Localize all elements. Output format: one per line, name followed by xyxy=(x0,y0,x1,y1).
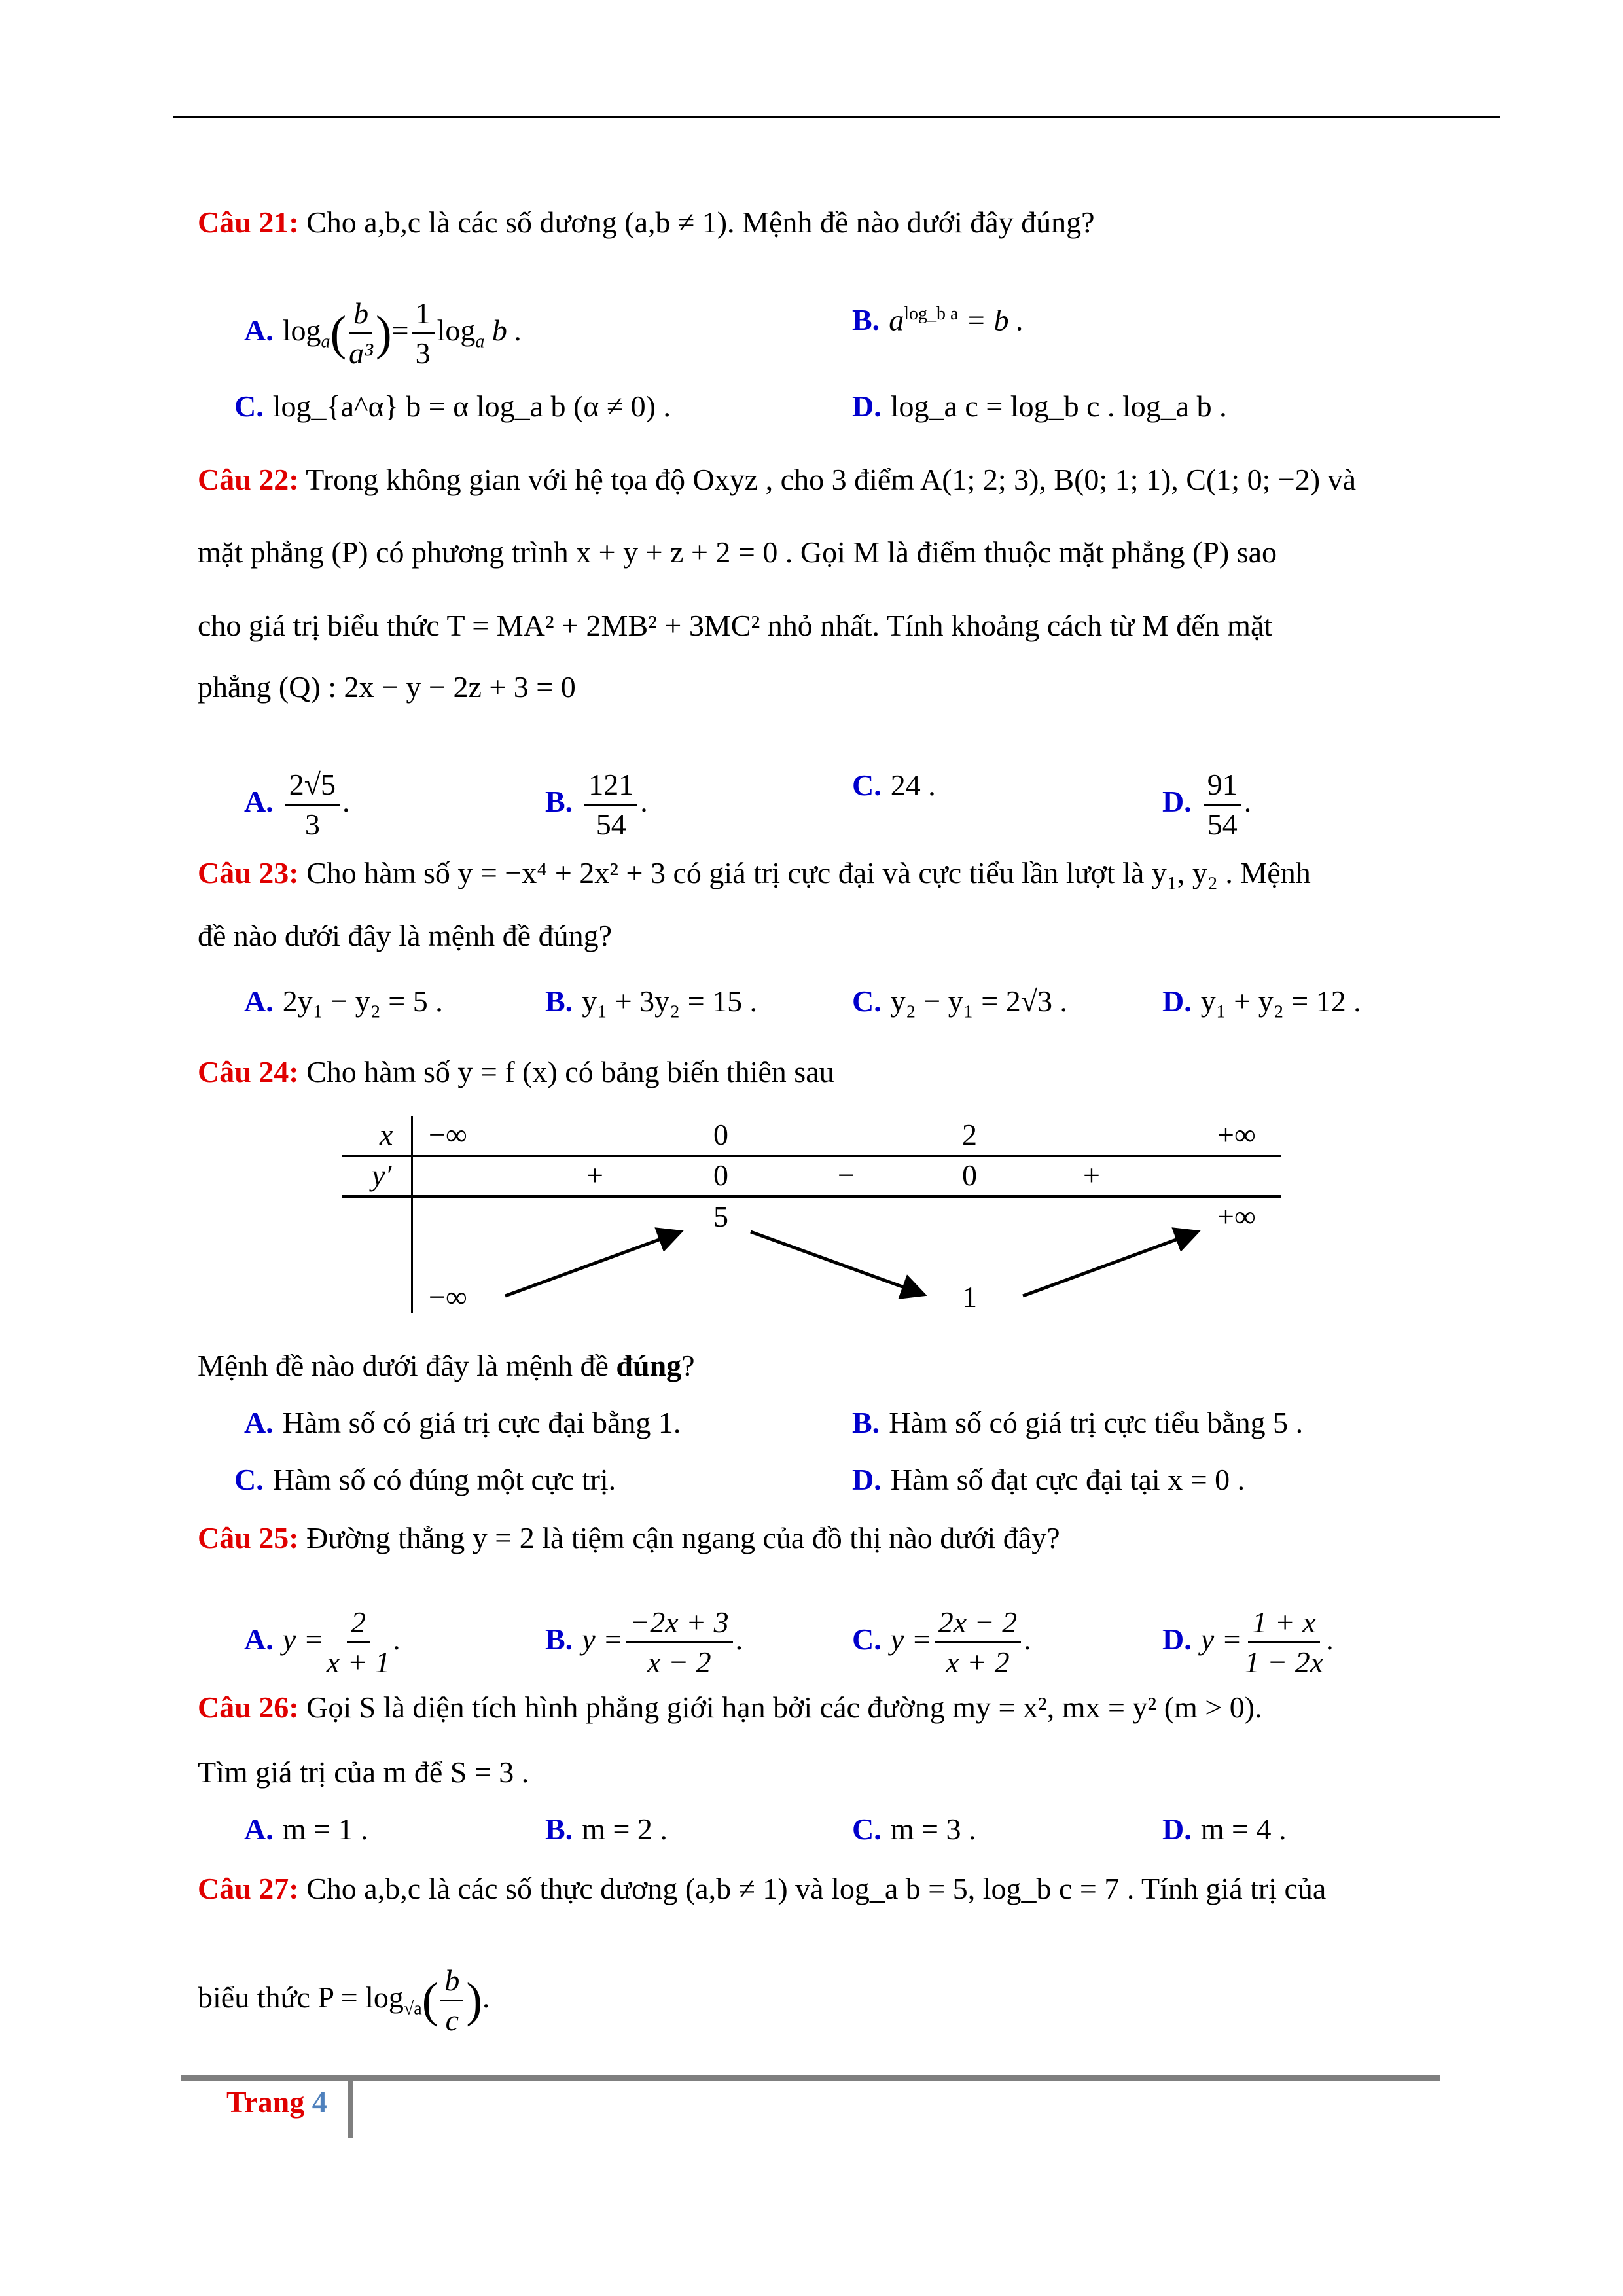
option-text: Hàm số có giá trị cực đại bằng 1. xyxy=(282,1406,681,1439)
option-label: A. xyxy=(244,1812,274,1846)
numerator: 1 xyxy=(412,295,435,334)
option-label: D. xyxy=(1162,1812,1192,1846)
numerator: b xyxy=(440,1962,463,2001)
footer-rule xyxy=(181,2075,1440,2081)
prompt-text: Mệnh đề nào dưới đây là mệnh đề xyxy=(198,1349,616,1382)
option-label: D. xyxy=(852,1463,882,1496)
q26-option-b[interactable] xyxy=(545,1810,668,1849)
q24-option-a[interactable] xyxy=(244,1403,681,1443)
y-equals: y = xyxy=(1200,1623,1242,1657)
option-label: C. xyxy=(852,1623,882,1657)
fraction xyxy=(626,1604,733,1681)
numerator: 121 xyxy=(584,766,637,806)
page-number xyxy=(226,2083,327,2122)
denominator: 54 xyxy=(1207,808,1238,841)
option-label: B. xyxy=(545,1812,573,1846)
option-text: 2y₁ − y₂ = 5 . xyxy=(282,984,443,1018)
denominator: x − 2 xyxy=(647,1645,711,1679)
fraction xyxy=(935,1604,1021,1681)
option-text: log_a c = log_b c . log_a b . xyxy=(890,389,1227,423)
x-value: 2 xyxy=(962,1118,977,1151)
question-text: Gọi S là diện tích hình phẳng giới hạn bởi các đường my = x², mx = y² (m > 0). xyxy=(306,1691,1262,1724)
option-label: B. xyxy=(545,984,573,1018)
option-label: B. xyxy=(852,1406,880,1439)
option-label: C. xyxy=(852,984,882,1018)
q23-stem-line2: đề nào dưới đây là mệnh đề đúng? xyxy=(198,919,613,952)
y-equals: y = xyxy=(890,1623,932,1657)
q22-option-b[interactable]: B. $\frac{121}{54}$ . xyxy=(545,766,648,844)
numerator: −2x + 3 xyxy=(626,1604,733,1643)
denominator: x + 2 xyxy=(946,1645,1010,1679)
option-text: m = 4 . xyxy=(1200,1812,1287,1846)
question-text: Cho a,b,c là các số thực dương (a,b ≠ 1) và log_a b = 5, log_b c = 7 . Tính giá trị của xyxy=(306,1872,1327,1905)
option-label: C. xyxy=(234,389,264,423)
q26-option-a[interactable] xyxy=(244,1810,368,1849)
q22-option-a[interactable]: A. $\frac{2√5}{3}$ . xyxy=(244,766,349,844)
option-label: D. xyxy=(1162,1623,1192,1657)
option-text: y₁ + 3y₂ = 15 . xyxy=(582,984,758,1018)
numerator: 1 + x xyxy=(1248,1604,1319,1643)
question-label: Câu 21: xyxy=(198,206,299,239)
q22-stem-line2: mặt phẳng (P) có phương trình x + y + z + 2 = 0 . Gọi M là điểm thuộc mặt phẳng (P) sao xyxy=(198,535,1277,569)
denominator: 54 xyxy=(596,808,626,841)
q22-stem-line3: cho giá trị biểu thức T = MA² + 2MB² + 3MC² nhỏ nhất. Tính khoảng cách từ M đến mặt xyxy=(198,609,1273,642)
denominator: x + 1 xyxy=(326,1645,391,1679)
q21-option-a[interactable]: A. $\log_a$( $\frac{b}{\text{a³}}$ )= $\frac{1}{3}$ $\log_a b$ . xyxy=(244,295,522,372)
option-label: C. xyxy=(234,1463,264,1496)
fraction xyxy=(1245,1604,1323,1681)
option-label: B. xyxy=(545,785,573,819)
q26-option-d[interactable] xyxy=(1162,1810,1286,1849)
denominator: 1 − 2x xyxy=(1244,1645,1324,1679)
question-label: Câu 27: xyxy=(198,1872,299,1905)
q22-option-d[interactable]: D. $\frac{91}{54}$ . xyxy=(1162,766,1251,844)
fraction xyxy=(327,1604,390,1681)
denominator: c xyxy=(445,2003,459,2037)
question-text: Đường thẳng y = 2 là tiệm cận ngang của đồ thị nào dưới đây? xyxy=(306,1521,1060,1554)
sign: − xyxy=(838,1158,855,1192)
increasing-arrow xyxy=(1023,1232,1198,1296)
y-equals: y = xyxy=(282,1623,324,1657)
expr: = b . xyxy=(965,303,1024,337)
numerator: b xyxy=(349,295,372,334)
option-label: A. xyxy=(244,1406,274,1439)
numerator: 91 xyxy=(1204,766,1241,806)
y-equals: y = xyxy=(582,1623,624,1657)
log-base: √a xyxy=(403,1998,422,2019)
option-label: D. xyxy=(852,389,882,423)
option-text: m = 2 . xyxy=(582,1812,668,1846)
y-value: +∞ xyxy=(1217,1200,1256,1233)
numerator: 2 xyxy=(347,1604,370,1643)
option-text: Hàm số có giá trị cực tiểu bằng 5 . xyxy=(889,1406,1304,1439)
q27-stem-line1 xyxy=(198,1869,1326,1909)
x-label: x xyxy=(380,1118,393,1151)
q27-stem-line2: biểu thức $P = \log_{√a}$( $\frac{b}{c}$ ). xyxy=(198,1962,490,2039)
sign: + xyxy=(586,1158,603,1192)
prompt-bold: đúng xyxy=(616,1349,682,1382)
option-label: A. xyxy=(244,314,274,348)
x-value: +∞ xyxy=(1217,1118,1256,1151)
equals: = xyxy=(391,314,409,348)
question-label: Câu 24: xyxy=(198,1055,299,1088)
prompt-end: ? xyxy=(681,1349,695,1382)
expr-text: biểu thức P = log xyxy=(198,1981,404,2015)
q26-stem-line1 xyxy=(198,1688,1262,1727)
option-text: m = 3 . xyxy=(890,1812,976,1846)
option-label: B. xyxy=(852,303,880,337)
option-text: Hàm số có đúng một cực trị. xyxy=(272,1463,616,1496)
option-text: m = 1 . xyxy=(282,1812,368,1846)
option-text: 24 . xyxy=(890,768,936,802)
option-text: Hàm số đạt cực đại tại x = 0 . xyxy=(890,1463,1245,1496)
question-label: Câu 23: xyxy=(198,856,299,889)
q25-option-d[interactable]: D. y = $\frac{1 + x}{1 - 2x}$ . xyxy=(1162,1604,1334,1681)
fraction xyxy=(440,1962,463,2039)
q24-option-d[interactable] xyxy=(852,1460,1245,1499)
option-text: y₂ − y₁ = 2√3 . xyxy=(890,984,1067,1018)
log: log xyxy=(282,314,321,348)
option-label: D. xyxy=(1162,785,1192,819)
footer-divider xyxy=(348,2075,353,2138)
q26-option-c[interactable] xyxy=(852,1810,976,1849)
question-label: Câu 22: xyxy=(198,463,299,496)
y-value: −∞ xyxy=(429,1280,467,1314)
base: a xyxy=(889,303,904,337)
q24-prompt xyxy=(198,1346,695,1386)
q25-option-b[interactable]: B. y = $\frac{-2x + 3}{x - 2}$ . xyxy=(545,1604,743,1681)
q26-stem-line2: Tìm giá trị của m để S = 3 . xyxy=(198,1755,529,1789)
q22-stem-line4: phẳng (Q) : 2x − y − 2z + 3 = 0 xyxy=(198,670,576,704)
question-text: Trong không gian với hệ tọa độ Oxyz , cho 3 điểm A(1; 2; 3), B(0; 1; 1), C(1; 0; −2) và xyxy=(306,463,1357,496)
question-text: Cho hàm số y = −x⁴ + 2x² + 3 có giá trị cực đại và cực tiểu lần lượt là y₁, y₂ . Mệnh xyxy=(306,856,1311,889)
x-value: 0 xyxy=(713,1118,728,1151)
q25-option-a[interactable]: A. y = $\frac{2}{x + 1}$ . xyxy=(244,1604,401,1681)
y-value: 1 xyxy=(962,1280,977,1314)
denominator: 3 xyxy=(415,336,431,370)
q24-option-b[interactable] xyxy=(852,1403,1303,1443)
option-label: A. xyxy=(244,984,274,1018)
numerator: 2x − 2 xyxy=(935,1604,1021,1643)
option-label: B. xyxy=(545,1623,573,1657)
decreasing-arrow xyxy=(751,1232,924,1295)
derivative-zero: 0 xyxy=(962,1158,977,1192)
option-text: y₁ + y₂ = 12 . xyxy=(1200,984,1361,1018)
q25-option-c[interactable]: C. y = $\frac{2x - 2}{x + 2}$ . xyxy=(852,1604,1031,1681)
option-label: A. xyxy=(244,1623,274,1657)
increasing-arrow xyxy=(505,1232,681,1296)
question-label: Câu 26: xyxy=(198,1691,299,1724)
numerator: 2√5 xyxy=(285,766,340,806)
question-text: Cho hàm số y = f (x) có bảng biến thiên sau xyxy=(306,1055,834,1088)
q24-option-c[interactable] xyxy=(234,1460,616,1499)
derivative-zero: 0 xyxy=(713,1158,728,1192)
expr: b . xyxy=(491,314,522,348)
denominator: a³ xyxy=(349,336,373,370)
option-label: C. xyxy=(852,768,882,802)
page-value: 4 xyxy=(312,2085,327,2119)
x-value: −∞ xyxy=(429,1118,467,1151)
option-text: log_{a^α} b = α log_a b (α ≠ 0) . xyxy=(272,389,671,423)
q25-stem xyxy=(198,1518,1060,1558)
question-label: Câu 25: xyxy=(198,1521,299,1554)
exponent: log_b a xyxy=(904,304,959,324)
denominator: 3 xyxy=(304,808,320,841)
option-label: C. xyxy=(852,1812,882,1846)
option-label: A. xyxy=(244,785,274,819)
sign: + xyxy=(1083,1158,1100,1192)
y-value: 5 xyxy=(713,1200,728,1233)
page-label: Trang xyxy=(226,2085,305,2119)
option-label: D. xyxy=(1162,984,1192,1018)
log: log xyxy=(437,314,476,348)
question-text: Cho a,b,c là các số dương (a,b ≠ 1). Mệnh đề nào dưới đây đúng? xyxy=(306,206,1095,239)
y-prime-label: y′ xyxy=(372,1158,392,1192)
